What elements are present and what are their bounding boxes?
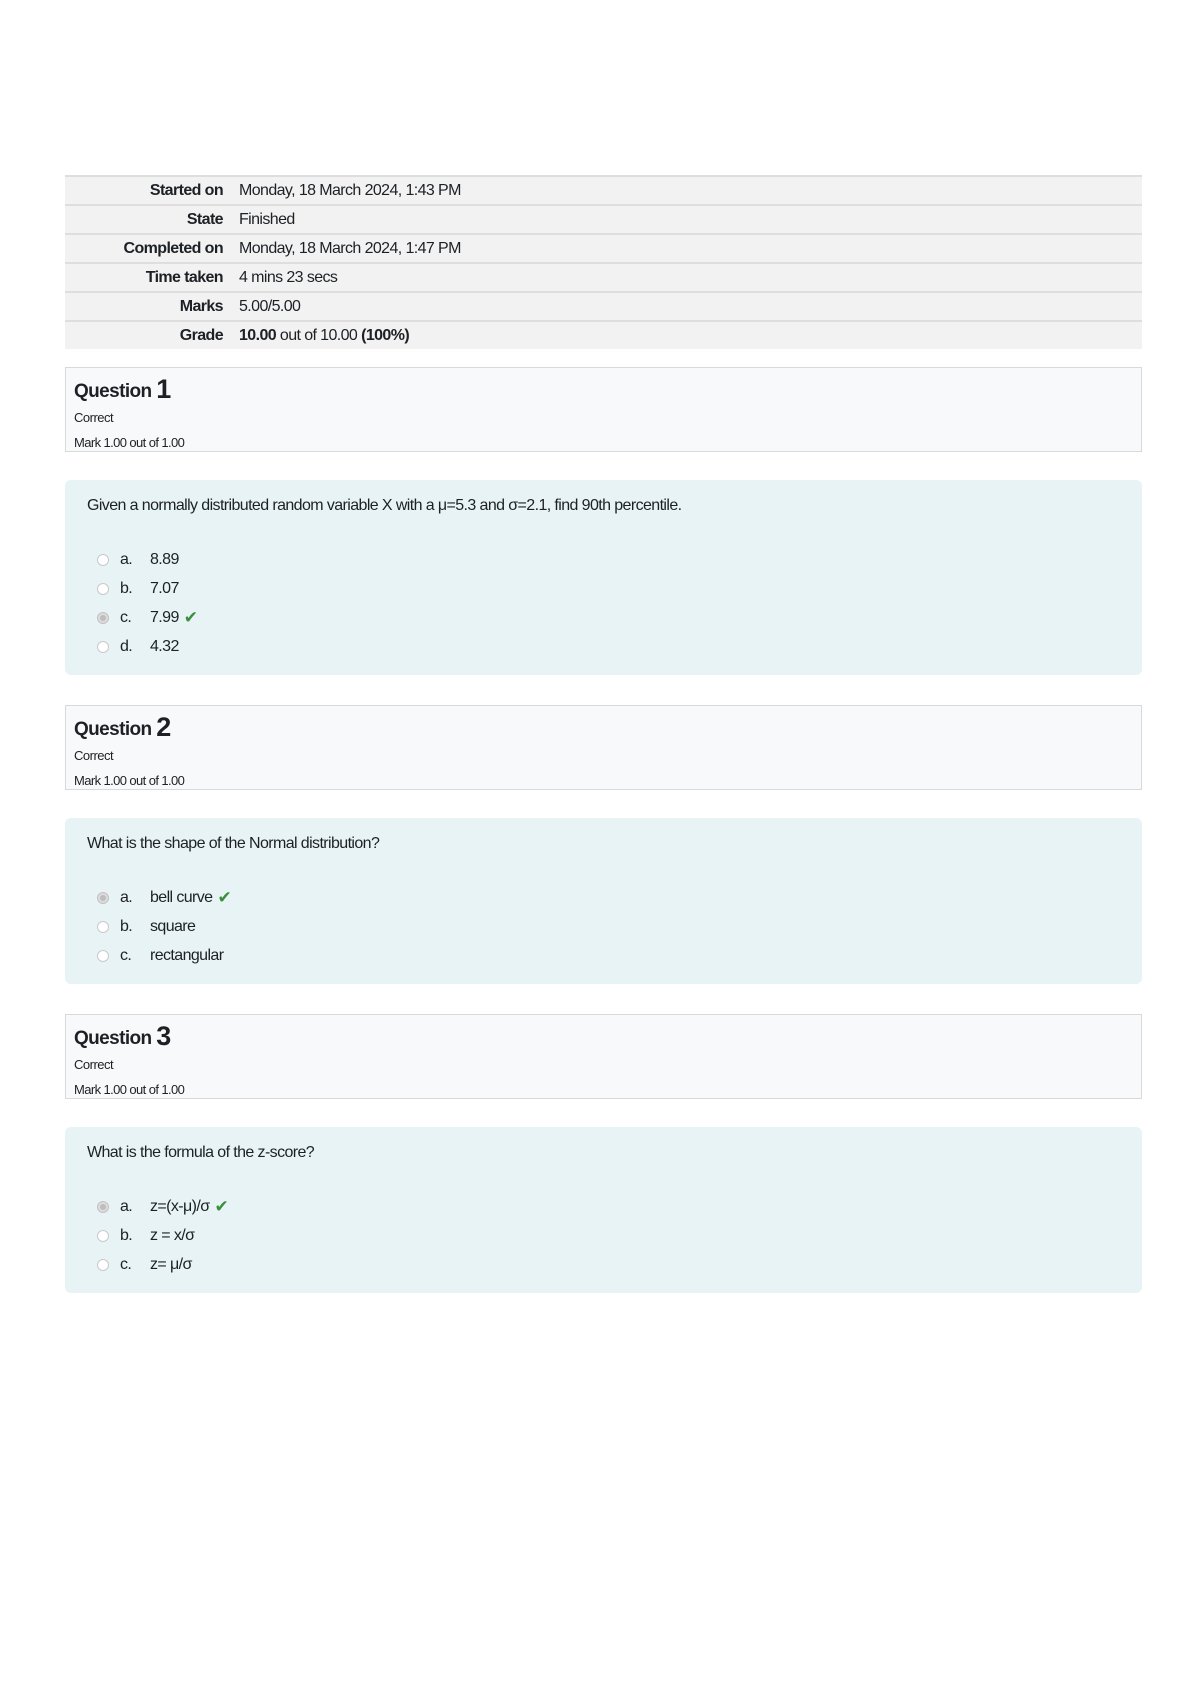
check-icon: ✔	[214, 1196, 229, 1216]
option-letter: b.	[120, 917, 133, 935]
option-letter: d.	[120, 637, 133, 655]
radio-button[interactable]	[97, 554, 109, 566]
answer-list	[87, 883, 1120, 970]
grade-score: 10.00	[239, 327, 277, 344]
summary-value: Finished	[239, 211, 295, 228]
summary-label: Completed on	[123, 240, 223, 257]
summary-row-completed	[65, 234, 1142, 263]
question-state: Correct	[74, 410, 114, 425]
summary-row-state	[65, 205, 1142, 234]
summary-label: Grade	[179, 327, 223, 344]
answer-list	[87, 545, 1120, 661]
option-letter: b.	[120, 579, 133, 597]
answer-list	[87, 1192, 1120, 1279]
question-label: Question	[74, 1028, 152, 1049]
question-info	[65, 705, 1142, 790]
answer-option[interactable]	[87, 1221, 1120, 1250]
radio-button[interactable]	[97, 921, 109, 933]
option-letter: a.	[120, 888, 133, 906]
question-mark: Mark 1.00 out of 1.00	[74, 773, 185, 788]
radio-button[interactable]	[97, 1259, 109, 1271]
quiz-review	[65, 175, 1142, 1293]
question-mark: Mark 1.00 out of 1.00	[74, 1082, 185, 1097]
answer-option-selected[interactable]	[87, 1192, 1120, 1221]
answer-option-selected[interactable]	[87, 603, 1120, 632]
option-letter: a.	[120, 1197, 133, 1215]
radio-button[interactable]	[97, 641, 109, 653]
question-number-value: 3	[156, 1021, 171, 1051]
question-number-value: 2	[156, 712, 171, 742]
option-letter: c.	[120, 1255, 132, 1273]
summary-label: Marks	[179, 298, 223, 315]
option-text: 7.99	[150, 608, 179, 626]
option-letter: b.	[120, 1226, 133, 1244]
grade-percent: (100%)	[361, 327, 410, 344]
answer-option-selected[interactable]	[87, 883, 1120, 912]
option-text: bell curve	[150, 888, 213, 906]
radio-button-checked[interactable]	[97, 1201, 109, 1213]
summary-value: Monday, 18 March 2024, 1:47 PM	[239, 240, 461, 257]
option-letter: c.	[120, 946, 132, 964]
attempt-summary-table	[65, 175, 1142, 349]
answer-option[interactable]	[87, 1250, 1120, 1279]
option-text: 4.32	[150, 637, 179, 655]
answer-option[interactable]	[87, 941, 1120, 970]
radio-button[interactable]	[97, 1230, 109, 1242]
option-text: rectangular	[150, 946, 224, 964]
question-state: Correct	[74, 1057, 114, 1072]
summary-value: Monday, 18 March 2024, 1:43 PM	[239, 182, 461, 199]
summary-label: Started on	[149, 182, 223, 199]
question-info	[65, 367, 1142, 452]
question-text: What is the shape of the Normal distribution?	[87, 835, 380, 852]
summary-row-started	[65, 176, 1142, 205]
question-number-value: 1	[156, 374, 171, 404]
question-content	[65, 818, 1142, 984]
summary-row-time-taken	[65, 263, 1142, 292]
question-number	[74, 376, 1133, 405]
option-text: 7.07	[150, 579, 179, 597]
answer-option[interactable]	[87, 545, 1120, 574]
question-content	[65, 480, 1142, 675]
radio-button-checked[interactable]	[97, 892, 109, 904]
summary-value: 4 mins 23 secs	[239, 269, 338, 286]
question-mark: Mark 1.00 out of 1.00	[74, 435, 185, 450]
question-info	[65, 1014, 1142, 1099]
summary-value	[235, 321, 1142, 349]
option-text: 8.89	[150, 550, 179, 568]
question-text: What is the formula of the z-score?	[87, 1144, 315, 1161]
option-letter: c.	[120, 608, 132, 626]
radio-button-checked[interactable]	[97, 612, 109, 624]
summary-value: 5.00/5.00	[239, 298, 301, 315]
question-number	[74, 714, 1133, 743]
option-text: z= μ/σ	[150, 1255, 192, 1273]
radio-button[interactable]	[97, 583, 109, 595]
answer-option[interactable]	[87, 912, 1120, 941]
question-content	[65, 1127, 1142, 1293]
question-label: Question	[74, 719, 152, 740]
option-text: z=(x-μ)/σ	[150, 1197, 210, 1215]
check-icon: ✔	[183, 607, 198, 627]
check-icon: ✔	[217, 887, 232, 907]
question-state: Correct	[74, 748, 114, 763]
option-text: square	[150, 917, 196, 935]
question-number	[74, 1023, 1133, 1052]
answer-option[interactable]	[87, 574, 1120, 603]
radio-button[interactable]	[97, 950, 109, 962]
summary-label: Time taken	[145, 269, 223, 286]
summary-row-marks	[65, 292, 1142, 321]
option-text: z = x/σ	[150, 1226, 195, 1244]
summary-row-grade	[65, 321, 1142, 349]
answer-option[interactable]	[87, 632, 1120, 661]
summary-label: State	[186, 211, 223, 228]
option-letter: a.	[120, 550, 133, 568]
grade-out-of: out of 10.00	[279, 327, 358, 344]
question-label: Question	[74, 381, 152, 402]
question-text: Given a normally distributed random variable X with a μ=5.3 and σ=2.1, find 90th percentile.	[87, 497, 682, 514]
